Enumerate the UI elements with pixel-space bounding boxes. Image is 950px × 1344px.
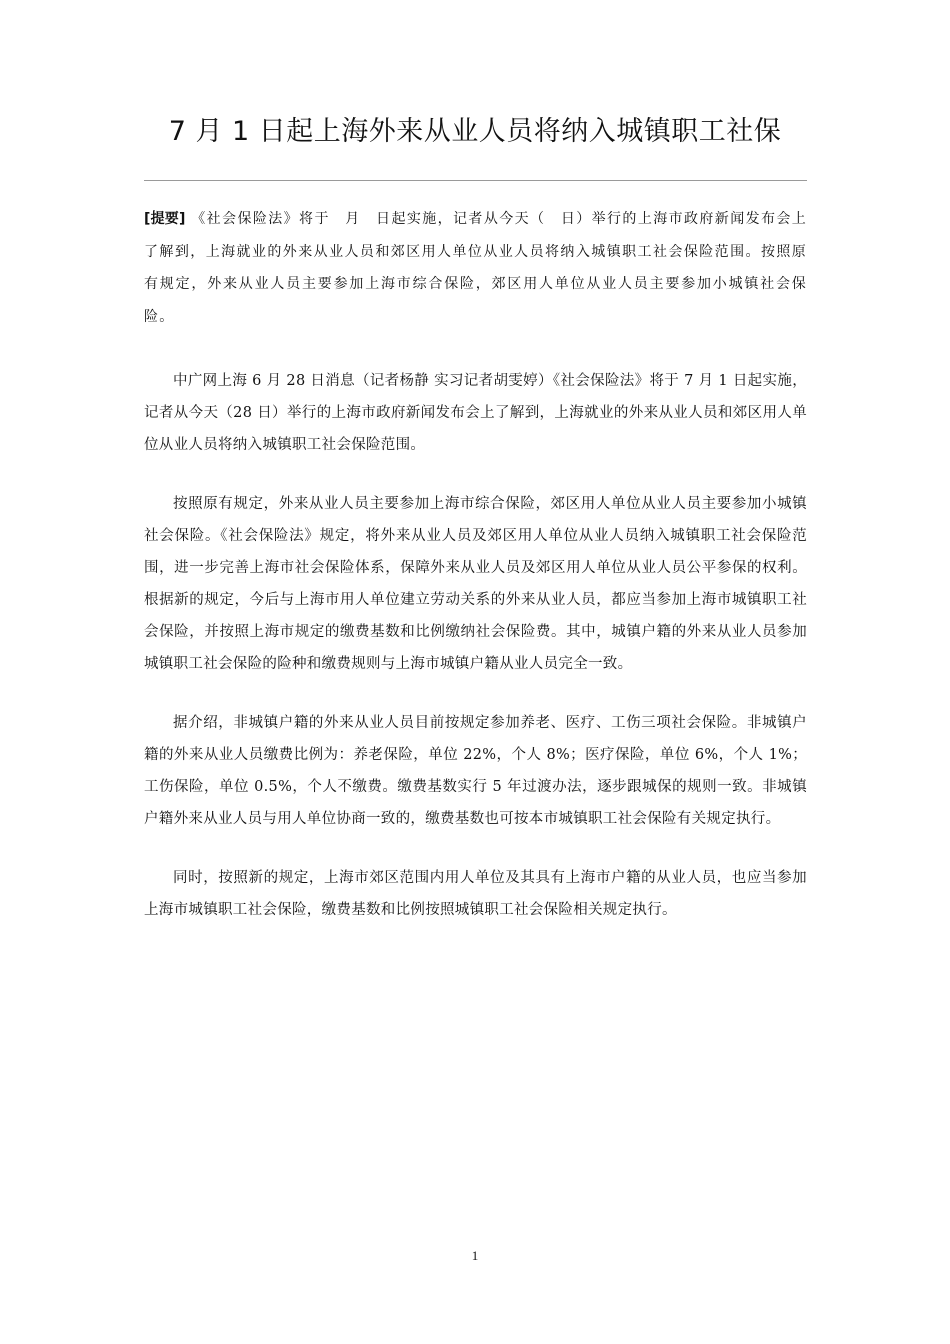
body-paragraph-3: 据介绍，非城镇户籍的外来从业人员目前按规定参加养老、医疗、工伤三项社会保险。非城镇户籍的外来从业人员缴费比例为：养老保险，单位 22%，个人 8%；医疗保险，单位 6%，个人 1%；工伤保险，单位 0.5%，个人不缴费。缴费基数实行 5 年过渡办法，逐步跟城保的规则一致。非城镇户籍外来从业人员与用人单位协商一致的，缴费基数也可按本市城镇职工社会保险有关规定执行。 [144,715,807,827]
body-paragraph-4: 同时，按照新的规定，上海市郊区范围内用人单位及其具有上海市户籍的从业人员，也应当参加上海市城镇职工社会保险，缴费基数和比例按照城镇职工社会保险相关规定执行。 [144,870,807,918]
summary-paragraph [144,203,807,333]
body-paragraph-1: 中广网上海 6 月 28 日消息（记者杨静 实习记者胡雯婷）《社会保险法》将于 7 月 1 日起实施，记者从今天（28 日）举行的上海市政府新闻发布会上了解到，上海就业的外来从业人员和郊区用人单位从业人员将纳入城镇职工社会保险范围。 [144,373,807,453]
summary-text: 《社会保险法》将于 月 日起实施，记者从今天（ 日）举行的上海市政府新闻发布会上了解到，上海就业的外来从业人员和郊区用人单位从业人员将纳入城镇职工社会保险范围。按照原有规定，外来从业人员主要参加上海市综合保险，郊区用人单位从业人员主要参加小城镇社会保险。 [144,211,808,325]
document-title: 7 月 1 日起上海外来从业人员将纳入城镇职工社保 [168,116,782,147]
title-divider [144,180,807,181]
document-body [144,203,807,926]
body-paragraph-2: 按照原有规定，外来从业人员主要参加上海市综合保险，郊区用人单位从业人员主要参加小城镇社会保险。《社会保险法》规定，将外来从业人员及郊区用人单位从业人员纳入城镇职工社会保险范围，进一步完善上海市社会保险体系，保障外来从业人员及郊区用人单位从业人员公平参保的权利。根据新的规定，今后与上海市用人单位建立劳动关系的外来从业人员，都应当参加上海市城镇职工社会保险，并按照上海市规定的缴费基数和比例缴纳社会保险费。其中，城镇户籍的外来从业人员参加城镇职工社会保险的险种和缴费规则与上海市城镇户籍从业人员完全一致。 [144,496,807,672]
summary-label: [提要] [144,211,186,227]
page-number: 1 [471,1248,479,1263]
